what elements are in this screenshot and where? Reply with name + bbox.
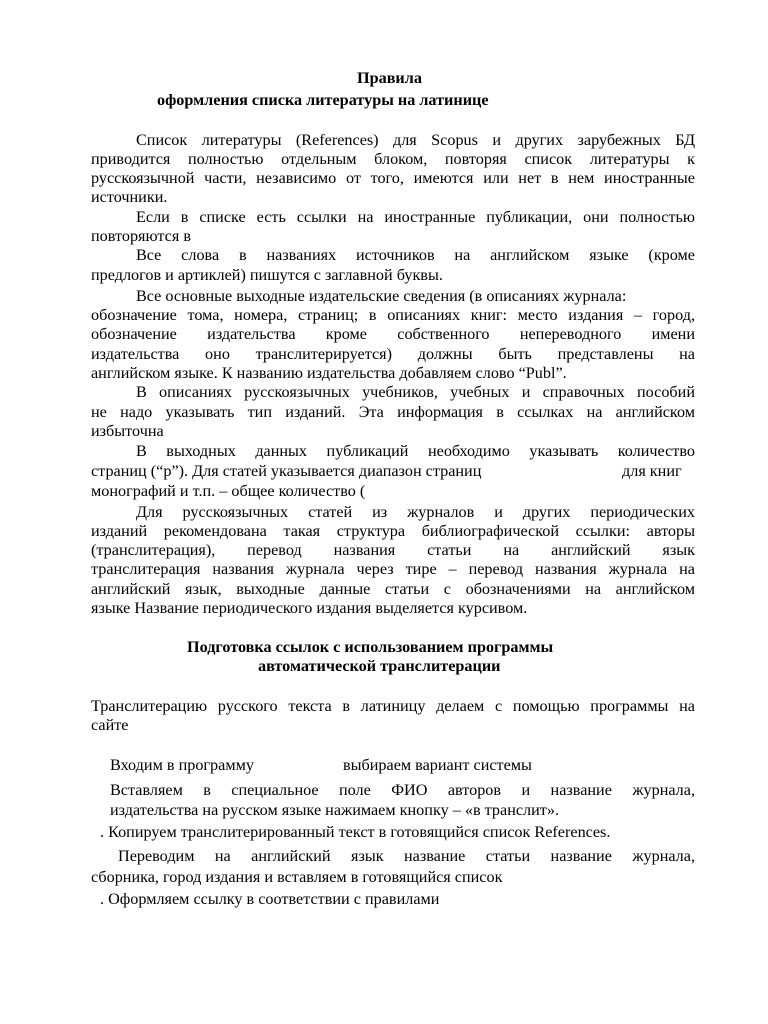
step-line: Вставляем в специальное поле ФИО авторов и название журнала, — [110, 781, 695, 799]
paragraph-line: издательства оно транслитерируется) должны быть представлены на — [91, 345, 695, 363]
paragraph-line: русскоязычной части, независимо от того, имеются или нет в нем иностранные — [91, 169, 695, 187]
paragraph-line: английском языке. К названию издательства добавляем слово “Publ”. — [91, 364, 567, 382]
paragraph-line: Список литературы (References) для Scopus и других зарубежных БД — [136, 131, 695, 149]
step-line: издательства на русском языке нажимаем кнопку – «в транслит». — [110, 801, 559, 819]
paragraph-line: транслитерация названия журнала через тире – перевод названия журнала на — [91, 560, 695, 578]
paragraph-line: английский язык, выходные данные статьи с обозначениями на английском — [91, 580, 695, 598]
paragraph-line: Все слова в названиях источников на английском языке (кроме — [136, 246, 695, 264]
step-line: выбираем вариант системы — [343, 756, 532, 774]
paragraph-line: монографий и т.п. – общее количество ( — [91, 482, 366, 500]
paragraph-line: для книг — [622, 462, 682, 480]
paragraph-line: Если в списке есть ссылки на иностранные публикации, они полностью — [136, 208, 695, 226]
paragraph-line: обозначение тома, номера, страниц; в описаниях книг: место издания – город, — [91, 306, 695, 324]
paragraph-line: Транслитерацию русского текста в латиницу делаем с помощью программы на — [91, 697, 695, 715]
paragraph-line: Для русскоязычных статей из журналов и других периодических — [136, 503, 695, 521]
paragraph-line: страниц (“р”). Для статей указывается диапазон страниц — [91, 462, 482, 480]
paragraph-line: избыточна — [91, 422, 164, 440]
page-subtitle: оформления списка литературы на латинице — [157, 91, 489, 109]
step-line: . Оформляем ссылку в соответствии с правилами — [100, 890, 440, 908]
section-heading: автоматической транслитерации — [258, 657, 501, 675]
paragraph-line: приводится полностью отдельным блоком, повторяя список литературы к — [91, 150, 695, 168]
paragraph-line: повторяются в — [91, 227, 191, 245]
paragraph-line: изданий рекомендована такая структура библиографической ссылки: авторы — [91, 522, 695, 540]
step-line: Входим в программу — [110, 756, 254, 774]
paragraph-line: предлогов и артиклей) пишутся с заглавной буквы. — [91, 266, 443, 284]
paragraph-line: источники. — [91, 188, 168, 206]
paragraph-line: (транслитерация), перевод названия статьи на английский язык — [91, 541, 695, 559]
page-title: Правила — [357, 69, 422, 87]
paragraph-line: Все основные выходные издательские сведения (в описаниях журнала: — [136, 287, 627, 305]
paragraph-line: обозначение издательства кроме собственного непереводного имени — [91, 325, 695, 343]
step-line: сборника, город издания и вставляем в готовящийся список — [91, 868, 503, 886]
step-line: . Копируем транслитерированный текст в готовящийся список References. — [100, 823, 611, 841]
paragraph-line: сайте — [91, 716, 129, 734]
paragraph-line: В описаниях русскоязычных учебников, учебных и справочных пособий — [136, 383, 695, 401]
paragraph-line: языке Название периодического издания выделяется курсивом. — [91, 599, 528, 617]
paragraph-line: В выходных данных публикаций необходимо указывать количество — [136, 442, 695, 460]
paragraph-line: не надо указывать тип изданий. Эта информация в ссылках на английском — [91, 403, 695, 421]
step-line: Переводим на английский язык название статьи название журнала, — [118, 847, 695, 865]
section-heading: Подготовка ссылок с использованием программы — [187, 638, 554, 656]
